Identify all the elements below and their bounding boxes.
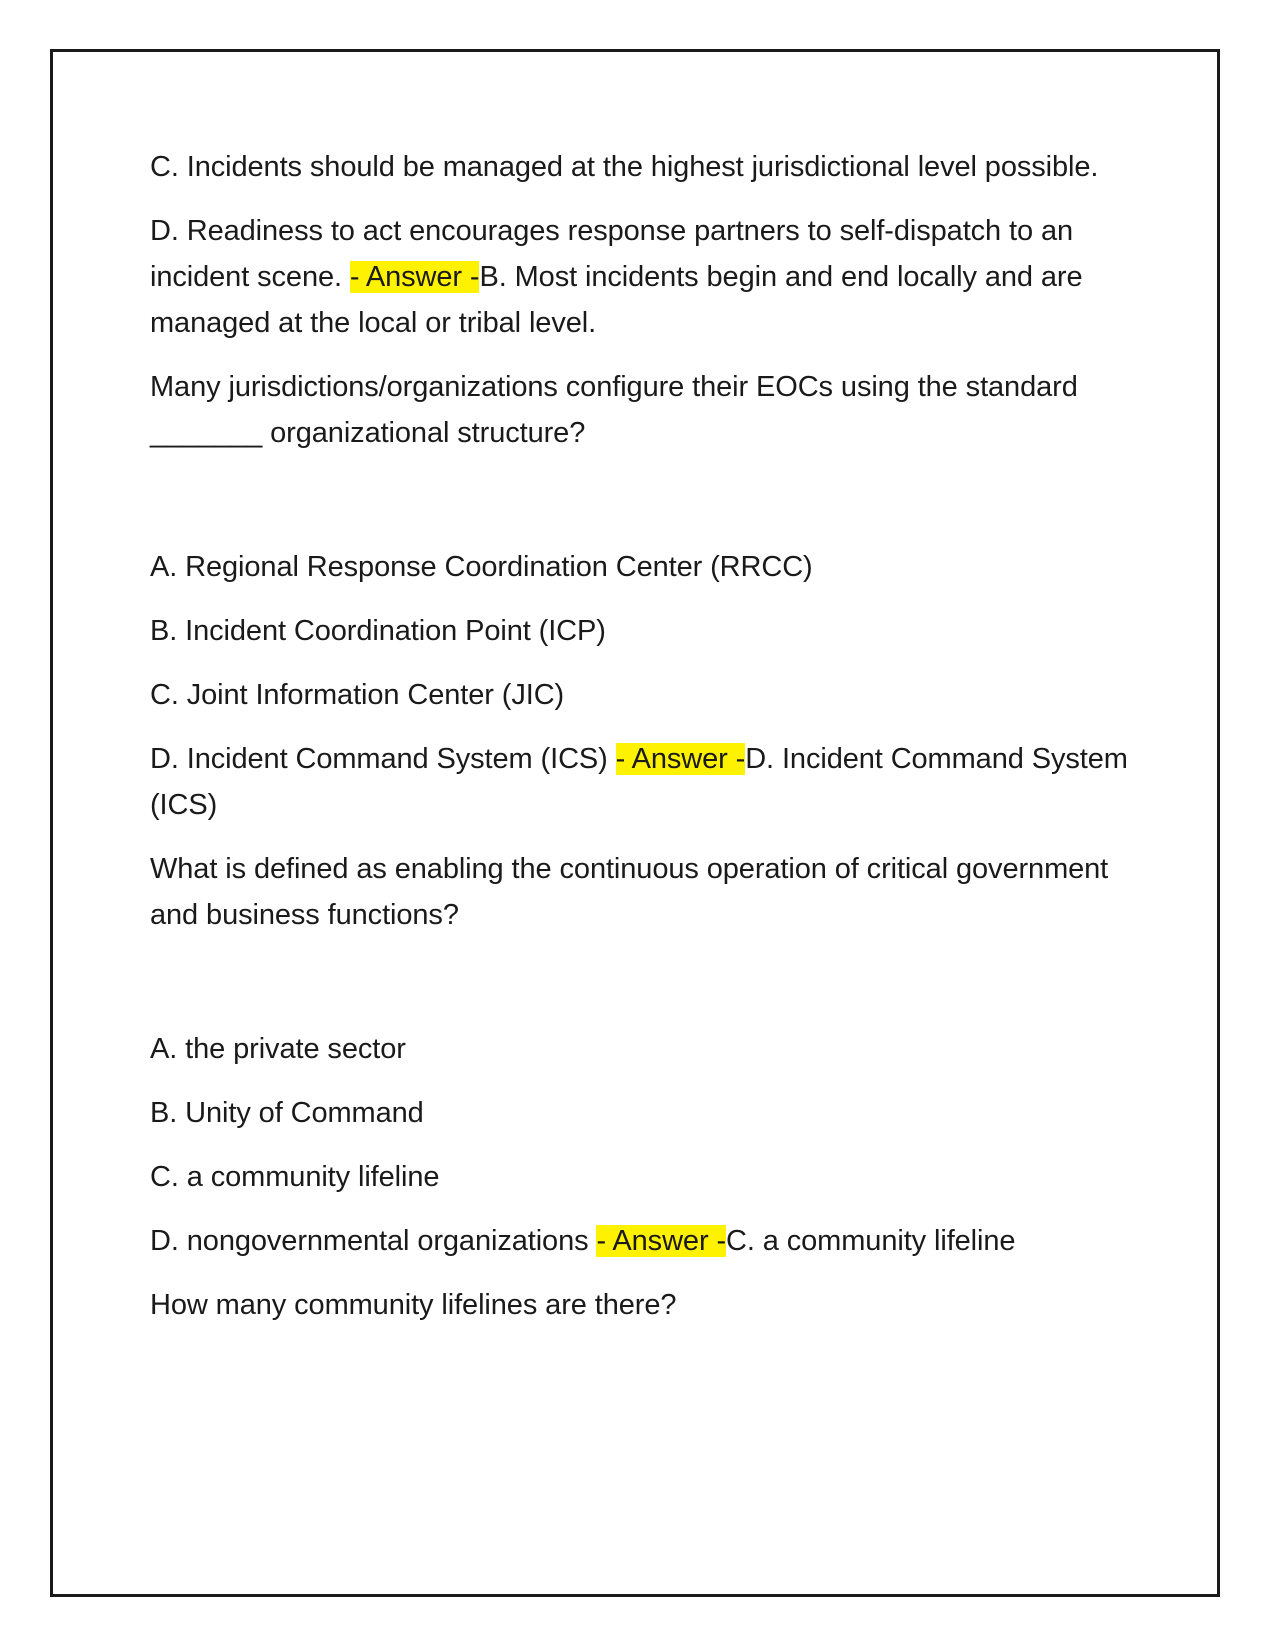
spacer <box>150 474 1130 544</box>
q3-option-c: C. a community lifeline <box>150 1161 440 1193</box>
q2-answer-marker: - Answer - <box>615 743 746 775</box>
q2-option-d-with-answer <box>150 736 1130 828</box>
q3-option-a: A. the private sector <box>150 1033 406 1065</box>
q3-option-d: D. nongovernmental organizations <box>150 1225 597 1257</box>
q2-option-b: B. Incident Coordination Point (ICP) <box>150 615 606 647</box>
spacer <box>150 956 1130 1026</box>
q3-option-d-with-answer <box>150 1218 1130 1264</box>
q2-option-c: C. Joint Information Center (JIC) <box>150 679 565 711</box>
q3-option-b: B. Unity of Command <box>150 1097 424 1129</box>
q2-option-d: D. Incident Command System (ICS) <box>150 743 616 775</box>
q2-answer-text: D. Incident Command System (ICS) <box>150 743 1128 821</box>
q1-answer-marker: - Answer - <box>349 261 480 293</box>
q2-option-a: A. Regional Response Coordination Center (RRCC) <box>150 551 813 583</box>
q3-answer-text: C. a community lifeline <box>726 1225 1016 1257</box>
q4-question: How many community lifelines are there? <box>150 1289 677 1321</box>
q2-question: Many jurisdictions/organizations configure their EOCs using the standard _______ organizational structure? <box>150 371 1078 449</box>
q3-question: What is defined as enabling the continuous operation of critical government and business functions? <box>150 853 1109 931</box>
q1-answer-text: B. Most incidents begin and end locally and are managed at the local or tribal level. <box>150 261 1083 339</box>
q1-option-c: C. Incidents should be managed at the highest jurisdictional level possible. <box>150 151 1099 183</box>
document-body <box>150 144 1130 1346</box>
q3-answer-marker: - Answer - <box>596 1225 727 1257</box>
q1-option-d: D. Readiness to act encourages response partners to self-dispatch to an incident scene. <box>150 215 1074 293</box>
q1-option-d-with-answer <box>150 208 1130 346</box>
